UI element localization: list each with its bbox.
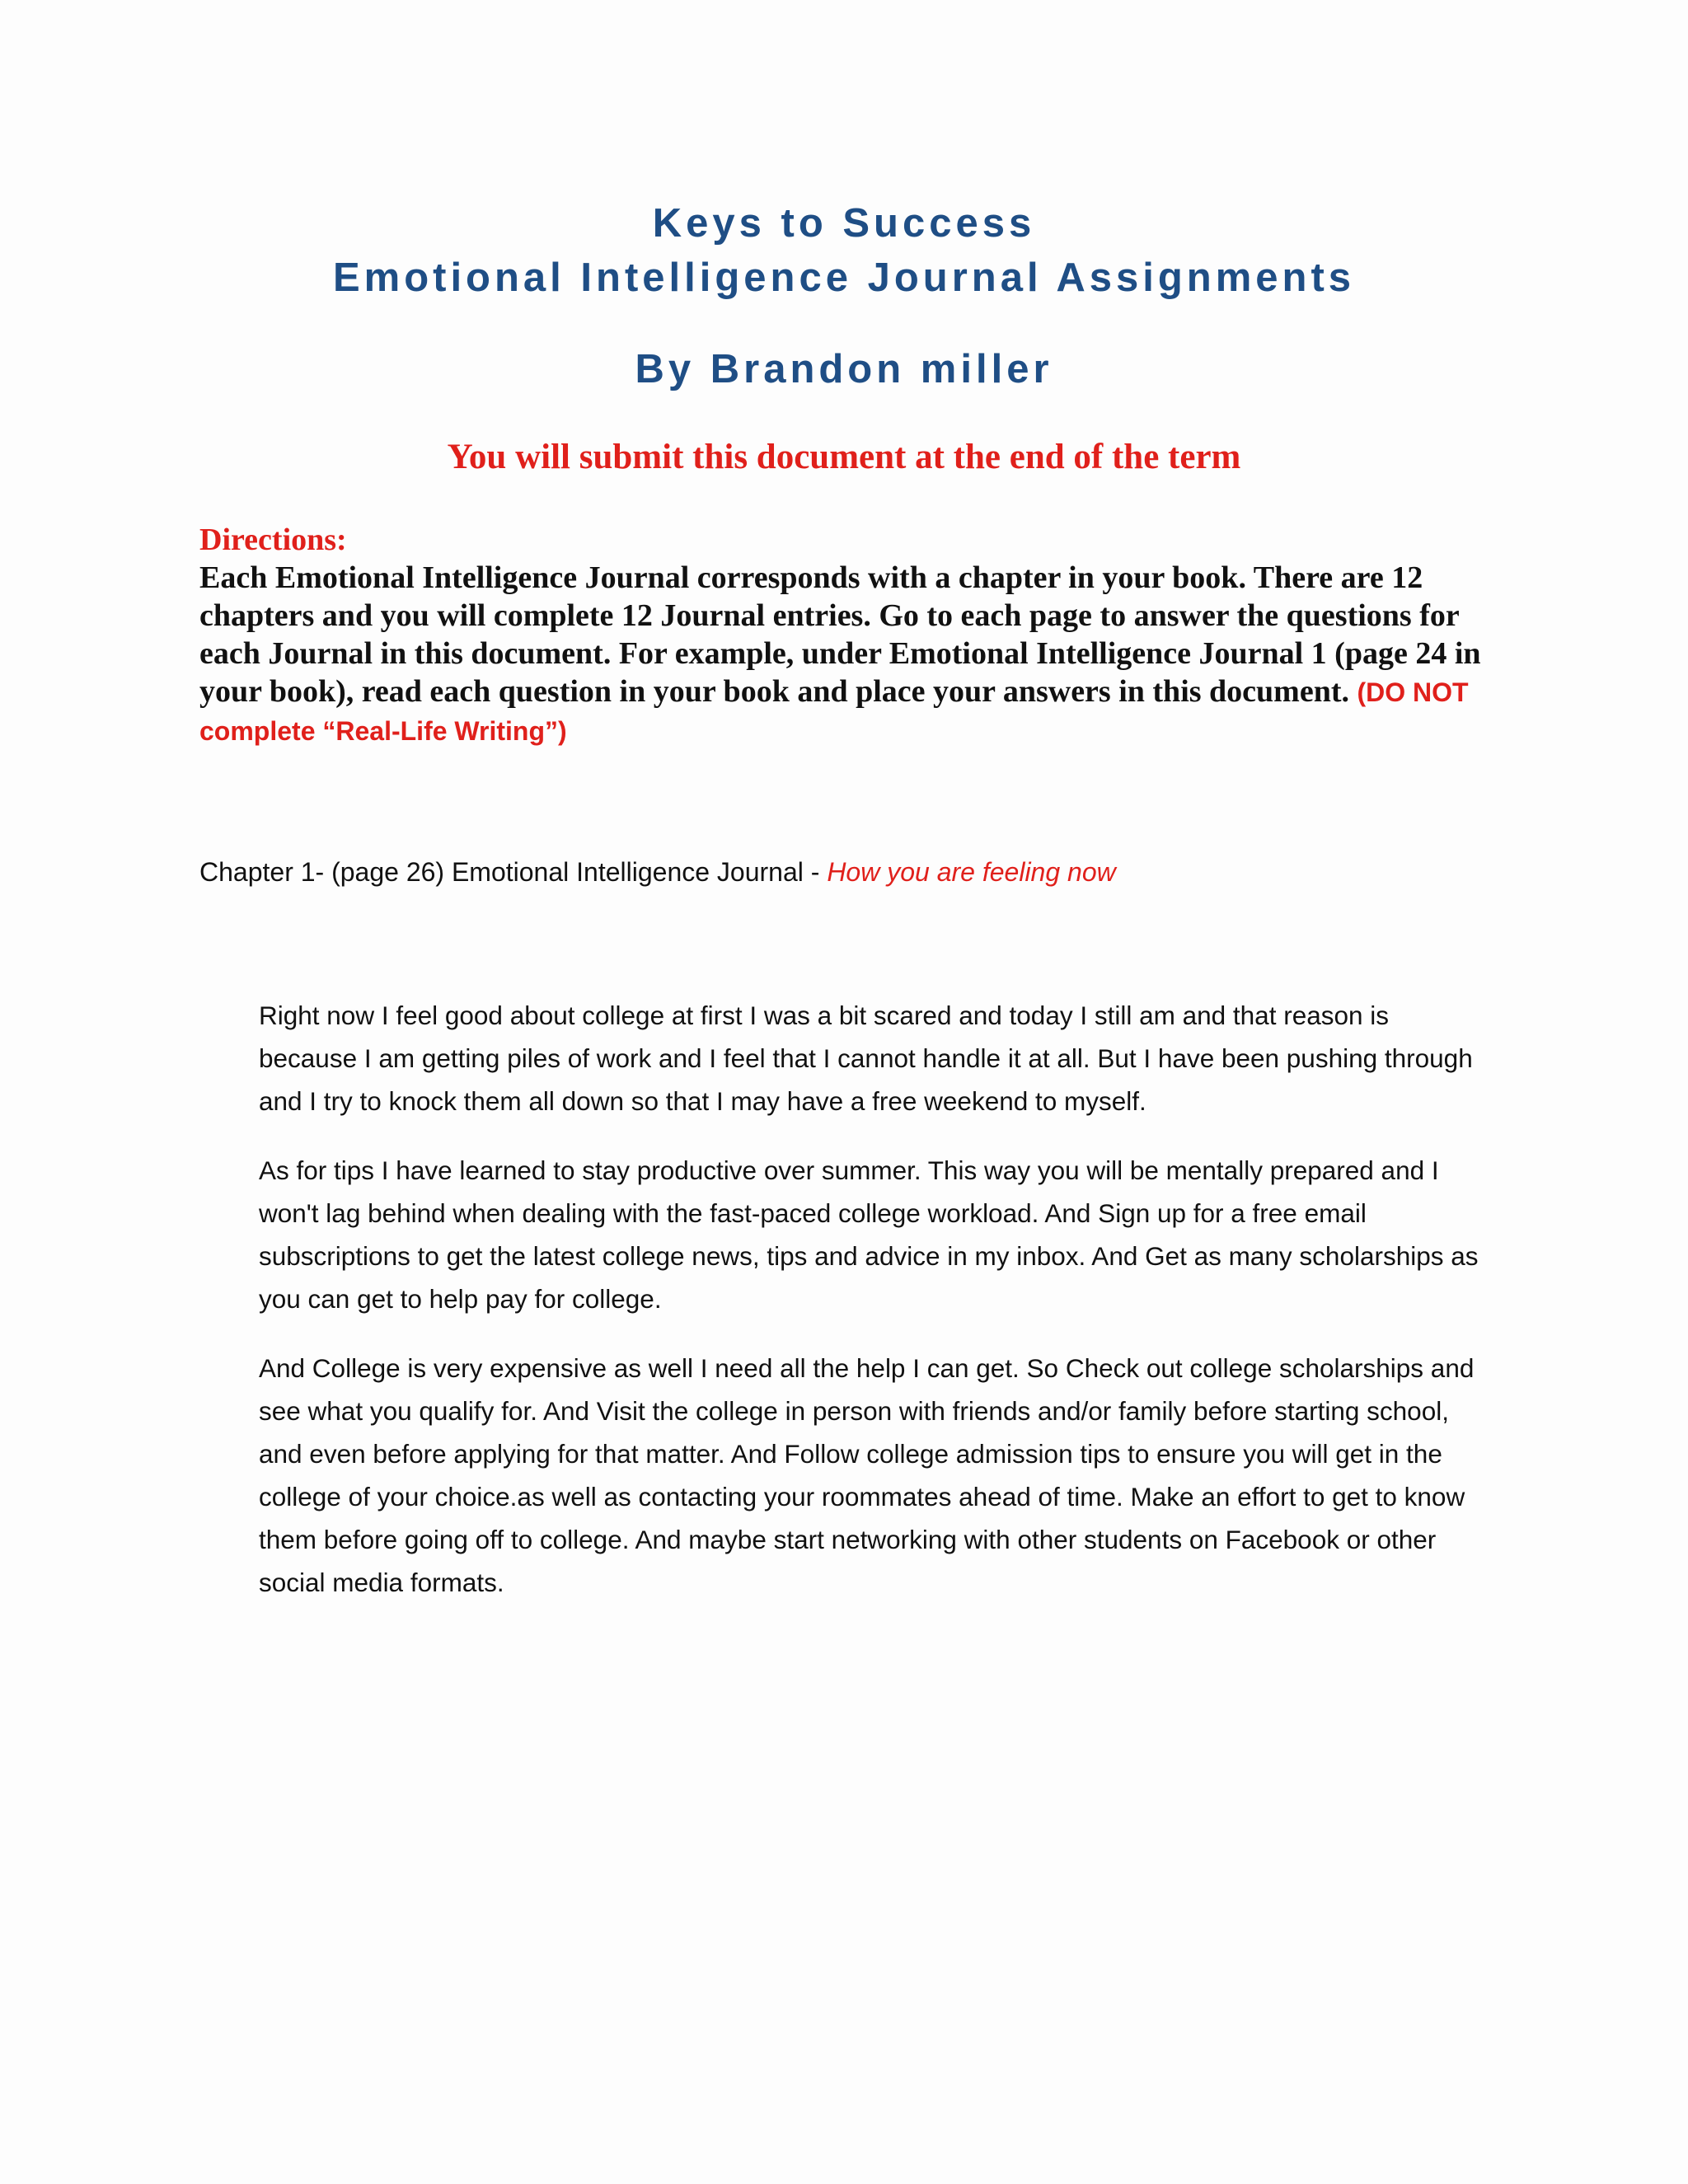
title-line-2: Emotional Intelligence Journal Assignments <box>332 255 1356 300</box>
directions-section <box>199 521 1518 750</box>
document-title <box>0 196 1688 305</box>
chapter-subtitle: How you are feeling now <box>827 857 1116 887</box>
directions-heading: Directions: <box>199 523 347 557</box>
author-line: By Brandon miller <box>635 347 1053 391</box>
directions-body <box>199 559 1518 750</box>
chapter-heading <box>199 857 1518 888</box>
answer-paragraph: As for tips I have learned to stay productive over summer. This way you will be mentally prepared and I won't lag behind when dealing with the fast-paced college workload. And Sign up for a free email subscriptions to get the latest college news, tips and advice in my inbox. And Get as many scholarships as you can get to help pay for college. <box>259 1155 1479 1314</box>
answer-paragraph: And College is very expensive as well I need all the help I can get. So Check out college scholarships and see what you qualify for. And Visit the college in person with friends and/or family before starting school, and even before applying for that matter. And Follow college admission tips to ensure you will get in the college of your choice.as well as contacting your roommates ahead of time. Make an effort to get to know them before going off to college. And maybe start networking with other students on Facebook or other social media formats. <box>259 1353 1475 1597</box>
journal-answers <box>259 994 1487 1630</box>
directions-warning: (DO NOT complete “Real-Life Writing”) <box>199 677 1469 746</box>
directions-body-text: Each Emotional Intelligence Journal corresponds with a chapter in your book. There are 12 chapters and you will complete 12 Journal entries. Go to each page to answer the questions for each Journal in this document. For example, under Emotional Intelligence Journal 1 (page 24 in your book), read each question in your book and place your answers in this document. <box>199 560 1481 709</box>
chapter-heading-text: Chapter 1- (page 26) Emotional Intelligence Journal - <box>199 857 828 887</box>
answer-paragraph: Right now I feel good about college at first I was a bit scared and today I still am and that reason is because I am getting piles of work and I feel that I cannot handle it at all. But I have been pushing through and I try to knock them all down so that I may have a free weekend to myself. <box>259 1001 1473 1116</box>
submit-note: You will submit this document at the end of the term <box>447 438 1241 476</box>
title-line-1: Keys to Success <box>652 201 1036 246</box>
